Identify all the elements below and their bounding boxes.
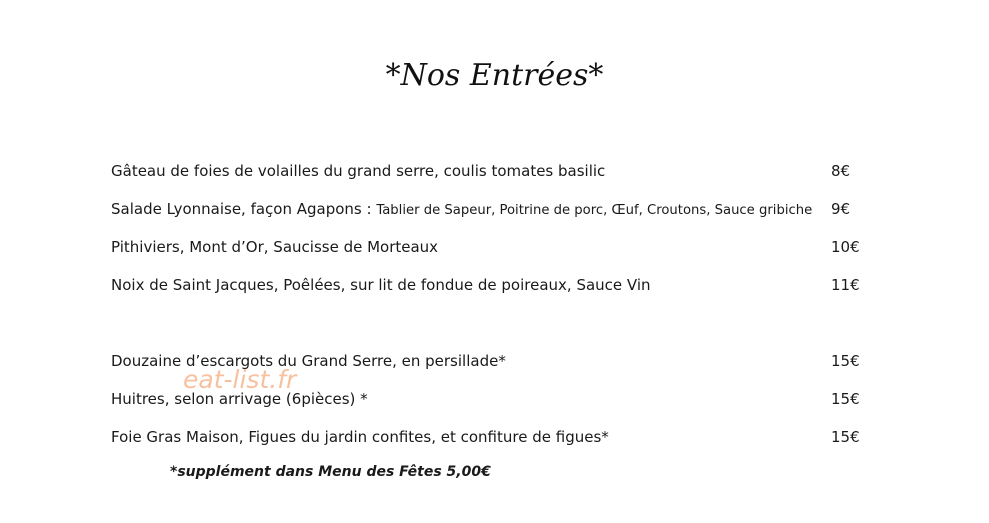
menu-item-name: Gâteau de foies de volailles du grand serre, coulis tomates basilic [111,162,606,180]
menu-item-price: 15€ [831,352,860,370]
menu-item-detail: Tablier de Sapeur, Poitrine de porc, Œuf, Croutons, Sauce gribiche [376,203,813,218]
menu-item-price: 10€ [831,238,860,256]
menu-title: *Nos Entrées* [385,58,604,93]
menu-item-name: Foie Gras Maison, Figues du jardin confites, et confiture de figues* [111,428,609,446]
menu-item-name: Huitres, selon arrivage (6pièces) * [111,390,368,408]
menu-item-name: Noix de Saint Jacques, Poêlées, sur lit de fondue de poireaux, Sauce Vin [111,276,651,294]
menu-item-name: Salade Lyonnaise, façon Agapons : Tablier de Sapeur, Poitrine de porc, Œuf, Croutons, Sauce gribiche [111,200,813,218]
watermark: eat-list.fr [183,365,297,394]
menu-item-name: Pithiviers, Mont d’Or, Saucisse de Morteaux [111,238,439,256]
menu-item [111,160,861,182]
menu-item-price: 11€ [831,276,860,294]
menu-item [111,426,861,448]
menu-item-price: 8€ [831,162,851,180]
menu-item-price: 15€ [831,390,860,408]
menu-item-name: Douzaine d’escargots du Grand Serre, en persillade* [111,352,506,370]
menu-item-price: 9€ [831,200,851,218]
menu-item [111,198,861,220]
menu-item-price: 15€ [831,428,860,446]
menu-item [111,236,861,258]
footnote: *supplément dans Menu des Fêtes 5,00€ [170,464,491,480]
menu-item [111,274,861,296]
